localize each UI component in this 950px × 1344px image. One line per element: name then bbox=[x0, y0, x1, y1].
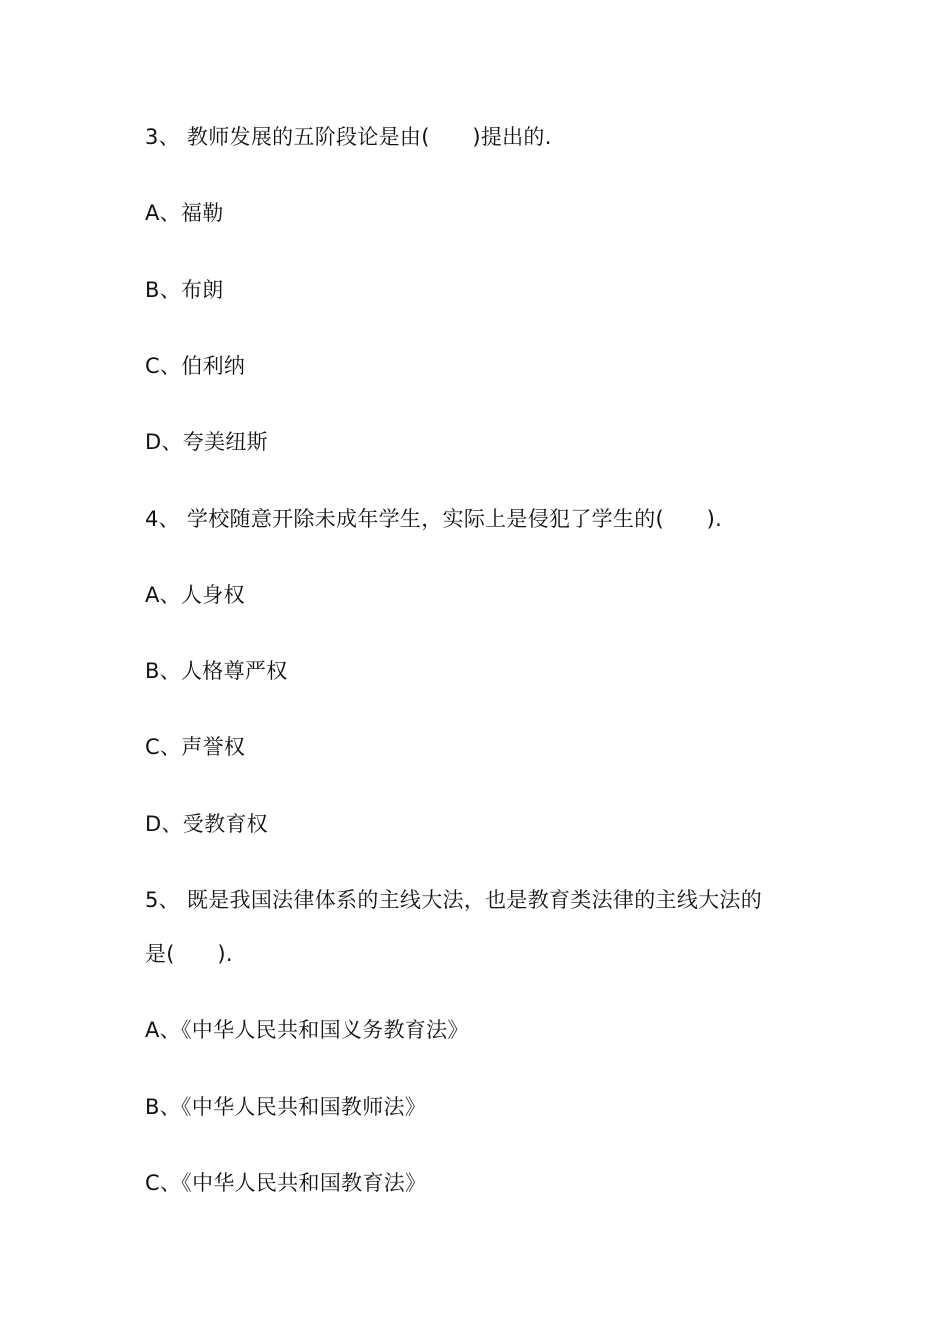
question-5-option-c: C、《中华人民共和国教育法》 bbox=[145, 1171, 427, 1195]
question-4-option-d: D、受教育权 bbox=[145, 812, 268, 836]
question-3-option-c: C、伯利纳 bbox=[145, 354, 246, 378]
question-3-option-d: D、夸美纽斯 bbox=[145, 430, 268, 454]
question-4-stem: 4、 学校随意开除未成年学生，实际上是侵犯了学生的( ). bbox=[145, 507, 723, 531]
question-4-option-b: B、人格尊严权 bbox=[145, 659, 288, 683]
question-3-option-a: A、福勒 bbox=[145, 201, 224, 225]
question-3-option-b: B、布朗 bbox=[145, 278, 224, 302]
question-5-option-a: A、《中华人民共和国义务教育法》 bbox=[145, 1018, 469, 1042]
question-4-option-c: C、声誉权 bbox=[145, 735, 246, 759]
question-5-stem-line-2: 是( ). bbox=[145, 942, 233, 966]
question-4-option-a: A、人身权 bbox=[145, 583, 245, 607]
question-5-stem-line-1: 5、 既是我国法律体系的主线大法，也是教育类法律的主线大法的 bbox=[145, 888, 763, 912]
question-3-stem: 3、 教师发展的五阶段论是由( )提出的. bbox=[145, 125, 552, 149]
question-5-option-b: B、《中华人民共和国教师法》 bbox=[145, 1095, 427, 1119]
